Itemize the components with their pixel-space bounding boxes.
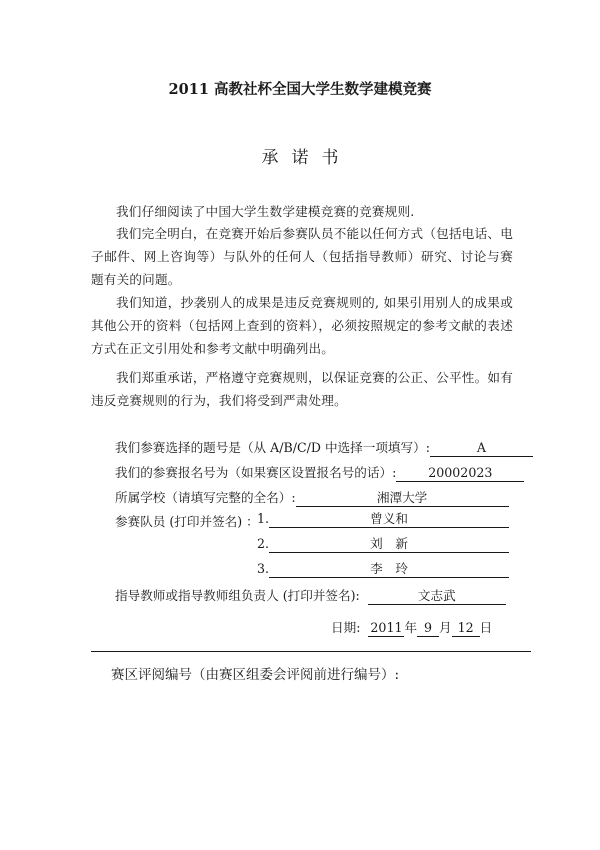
date-year[interactable]: 2011	[370, 620, 403, 635]
page-title: 2011 高教社杯全国大学生数学建模竞赛	[168, 81, 432, 98]
date-day-unit: 日	[479, 620, 493, 635]
section-divider	[91, 651, 531, 652]
paragraph-plagiarism: 我们知道，抄袭别人的成果是违反竞赛规则的, 如果引用别人的成果或其他公开的资料（包括网上查到的资料），必须按照规定的参考文献的表述方式在正文引用处和参考文献中明确列出。	[91, 295, 513, 356]
paragraph-rules-read: 我们仔细阅读了中国大学生数学建模竞赛的竞赛规则.	[116, 204, 415, 219]
members-label: 参赛队员 (打印并签名) ：	[115, 514, 259, 529]
date-label: 日期:	[331, 620, 361, 635]
problem-field	[115, 437, 533, 457]
date-month[interactable]: 9	[417, 620, 439, 637]
paragraph-pledge: 我们郑重承诺，严格遵守竞赛规则，以保证竞赛的公正、公平性。如有违反竞赛规则的行为，我们将受到严肃处理。	[91, 370, 513, 408]
review-number-label: 赛区评阅编号（由赛区组委会评阅前进行编号）:	[111, 667, 400, 683]
school-field	[115, 487, 509, 507]
date-field	[331, 617, 492, 637]
paragraph-no-contact: 我们完全明白，在竞赛开始后参赛队员不能以任何方式（包括电话、电子邮件、网上咨询等）与队外的任何人（包括指导教师）研究、讨论与赛题有关的问题。	[91, 226, 513, 287]
date-year-unit: 年	[404, 620, 418, 635]
member-name[interactable]: 曾义和	[269, 511, 509, 528]
member-row	[257, 561, 509, 578]
member-number: 2.	[257, 536, 270, 551]
registration-value[interactable]: 20002023	[396, 465, 524, 482]
member-name[interactable]: 刘 新	[269, 536, 509, 553]
page-subtitle: 承诺书	[261, 148, 352, 168]
member-number: 3.	[257, 561, 270, 576]
school-label: 所属学校（请填写完整的全名）:	[115, 490, 296, 505]
school-value[interactable]: 湘潭大学	[296, 490, 509, 507]
member-number: 1.	[257, 511, 270, 526]
advisor-field	[115, 585, 506, 605]
advisor-value[interactable]: 文志武	[368, 588, 506, 605]
member-row	[257, 511, 509, 528]
problem-label: 我们参赛选择的题号是（从 A/B/C/D 中选择一项填写）:	[115, 440, 430, 455]
problem-value[interactable]: A	[430, 440, 533, 457]
date-month-unit: 月	[439, 620, 452, 635]
date-day[interactable]: 12	[452, 620, 480, 637]
member-row	[257, 536, 509, 553]
registration-field	[115, 462, 524, 482]
member-name[interactable]: 李 玲	[269, 561, 509, 578]
advisor-label: 指导教师或指导教师组负责人 (打印并签名):	[115, 588, 360, 603]
registration-label: 我们的参赛报名号为（如果赛区设置报名号的话）:	[115, 465, 397, 480]
